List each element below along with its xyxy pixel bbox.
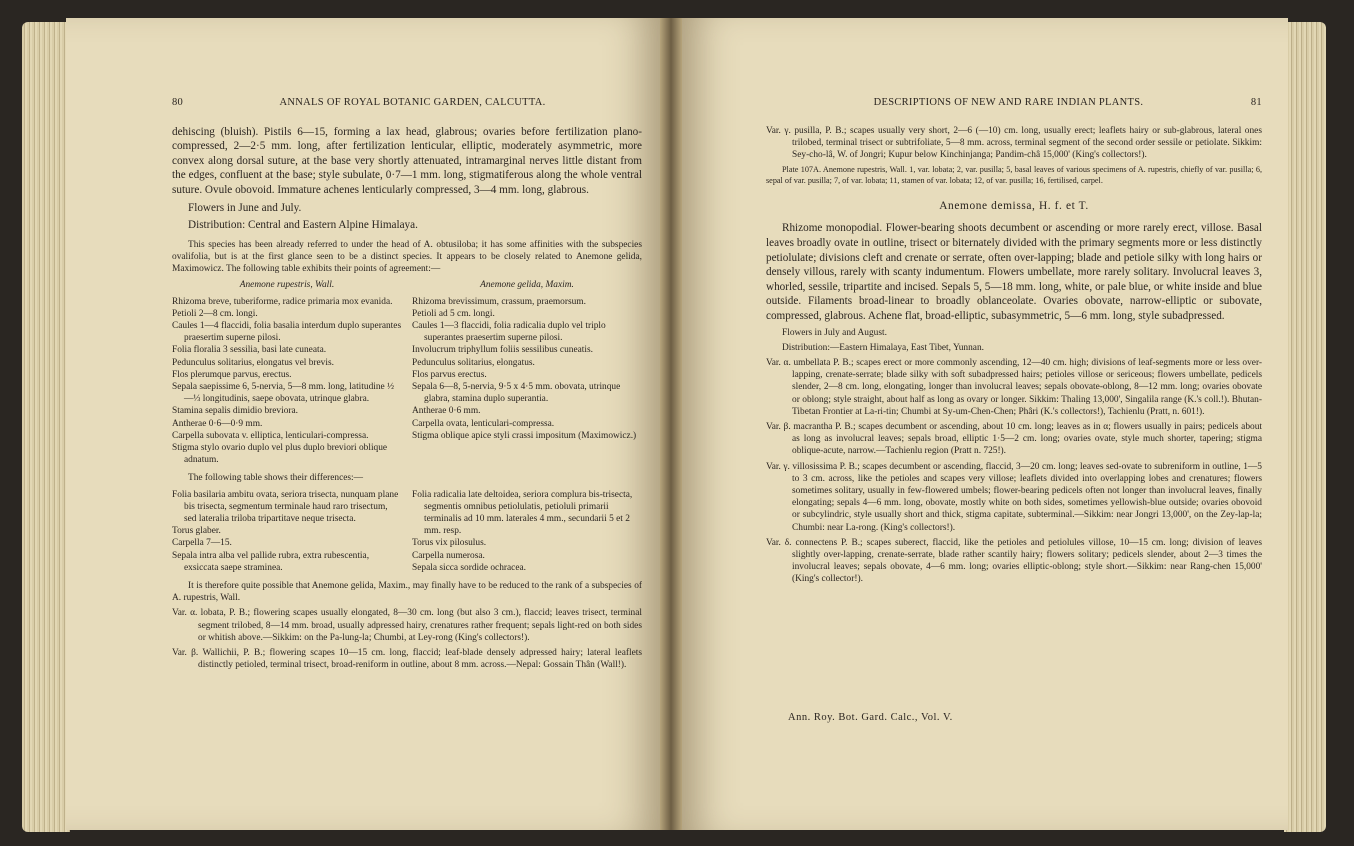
left-page-number: 80 [172, 97, 184, 108]
left-running-head [172, 96, 642, 111]
left-running-title: ANNALS OF ROYAL BOTANIC GARDEN, CALCUTTA. [279, 97, 546, 108]
table-row: Caules 1—4 flaccidi, folia basalia interdum duplo superantes praesertim superne pilosi. [172, 320, 402, 344]
table-row: Pedunculus solitarius, elongatus. [412, 357, 535, 368]
plate-caption: Plate 107A. Anemone rupestris, Wall. 1, var. lobata; 2, var. pusilla; 5, basal leaves of various specimens of A. rupestris, chiefly of var. pusilla; 6, sepal of var. pusilla; 7, of var. lobata; 11, stamen of var. lobata; 12, of var. pusilla; 16, fertilised, carpel. [766, 165, 1262, 185]
right-running-head [766, 96, 1262, 111]
table-row: Antherae 0·6 mm. [412, 406, 481, 417]
table-row: Rhizoma breve, tuberiforme, radice primaria mox evanida. [172, 296, 393, 307]
table-row: Caules 1—3 flaccidi, folia radicalia duplo vel triplo superantes praesertim superne pilosi. [412, 320, 606, 344]
distribution-right: Distribution:—Eastern Himalaya, East Tibet, Yunnan. [782, 342, 984, 353]
col-head-gelida: Anemone gelida, Maxim. [480, 280, 574, 291]
table-row: Sepala sicca sordide ochracea. [412, 562, 527, 573]
book-gutter [660, 18, 682, 830]
table-row: Torus glaber. [172, 526, 221, 537]
agreement-col-rupestris [172, 279, 402, 466]
table-row: Pedunculus solitarius, elongatus vel brevis. [172, 357, 334, 368]
table-row: Folia basilaria ambitu ovata, seriora trisecta, nunquam plane bis trisecta, segmentum terminale haud raro trisectum, sed lateralia triloba tripartitave neque trisecta. [172, 489, 399, 525]
table-row: Folia radicalia late deltoidea, seriora complura bis-trisecta, segmentis omnibus petiolulatis, petioluli primarii terminalis ad 10 mm. laterales 4 mm., secundarii 5 et 2 mm. resp. [412, 489, 633, 537]
flowering-time: Flowers in June and July. [188, 201, 302, 214]
table-row: Petioli 2—8 cm. longi. [172, 308, 258, 319]
table-row: Involucrum triphyllum foliis sessilibus cuneatis. [412, 345, 593, 356]
variety-gamma-pusilla: Var. γ. pusilla, P. B.; scapes usually very short, 2—6 (—10) cm. long, usually erect; leaflets hairy or sub-glabrous, lateral ones trilobed, terminal trisect or subtrifoliate, 5—8 mm. across, terminal segment of the second order sessile or petiolate. Sikkim: Sey-cho-lâ, W. of Jongri; Kupur below Kinchinjanga; Pandim-châ 15,000' (King's collectors!). [766, 125, 1262, 160]
variety-delta-connectens: Var. δ. connectens P. B.; scapes suberect, flaccid, like the petioles and petiolules villose, 10—15 cm. long; division of leaves slightly over-lapping, crenate-serrate, blade rather scantily hairy; flowers solitary; pedicels slender, about 2—3 times the involucral leaves; sepals obovate, 4—6 mm. long; ovaries elliptic-oblong; style short.—Sikkim: near Rang-chen 15,000' (King's collector!). [766, 537, 1262, 585]
table-row: Flos parvus erectus. [412, 369, 487, 380]
table-row: Sepala saepissime 6, 5-nervia, 5—8 mm. long, latitudine ½—⅓ longitudinis, saepe obovata, utrinque glabra. [172, 381, 395, 405]
table-row: Sepala 6—8, 5-nervia, 9·5 x 4·5 mm. obovata, utrinque glabra, stamina duplo superantia. [412, 381, 621, 405]
page-edges-left [22, 22, 70, 832]
table-row: Carpella 7—15. [172, 538, 232, 549]
distribution: Distribution: Central and Eastern Alpine Himalaya. [188, 219, 418, 232]
agreement-table [172, 279, 642, 466]
table-row: Carpella subovata v. elliptica, lenticulari-compressa. [172, 430, 369, 441]
table-row: Carpella numerosa. [412, 550, 485, 561]
variety-gamma-villosissima: Var. γ. villosissima P. B.; scapes decumbent or ascending, flaccid, 3—20 cm. long; leaves sed-ovate to subreniform in outline, 1—5 to 3 cm. across, like the petioles and scapes very villose; leaflets divided into overlapping lobes and crenatures; flowers sometimes solitary, usually in few-flowered umbels; flower-bearing pedicels often not longer than involucral leaves, finally elongating; sepals 4—6 mm. long, obovate, mostly white on both sides, sometimes yellowish-blue outside; ovaries obovoid or subcylindric, style usually short and thick, stigma capitate, subterminal.—Sikkim: near Jongri 13,000', on the Zey-lap-la; Chumbi: near La-rong. (King's collectors!). [766, 461, 1262, 533]
variety-alpha-umbellata: Var. α. umbellata P. B.; scapes erect or more commonly ascending, 12—40 cm. high; divisions of leaf-segments more or less over-lapping, crenate-serrate; blade silky with soft subadpressed hairs; petioles villose or sericeous; flowers umbellate, pedicels slender, 2—8 cm. long, elongating, longer than involucral leaves; sepals obovate-oblong, 8—12 mm. long; ovaries obovate or oblong; style straight, about half as long as ovary or longer. Sikkim: Thaling 13,000', Singalila range (K.'s coll.!). Bhutan-Tibetan Frontier at La-ri-tin; Chumbi at Sy-um-Chen-Chen; Phâri (K.'s collectors!), Tachienlu (Pratt, n. 601!). [766, 357, 1262, 417]
intro-paragraph: dehiscing (bluish). Pistils 6—15, forming a lax head, glabrous; ovaries before fertilization plano-compressed, 2—2·5 mm. long, after fertilization lenticular, elliptic, moderately asymmetric, more convex along dorsal suture, at the base very shortly attenuated, intramarginal nerves little distant from the edges, confluent at the base; style subulate, 0·7—1 mm. long, stigmatiferous along the whole ventral suture. Ovule obovoid. Immature achenes lenticularly compressed, 3—4 mm. long, glabrous. [172, 125, 642, 196]
journal-footer: Ann. Roy. Bot. Gard. Calc., Vol. V. [788, 712, 953, 723]
table-row: Stigma oblique apice styli crassi impositum (Maximowicz.) [412, 430, 637, 441]
table-row: Sepala intra alba vel pallide rubra, extra rubescentia, exsiccata saepe straminea. [172, 550, 370, 573]
col-head-rupestris: Anemone rupestris, Wall. [239, 280, 335, 291]
agreement-col-gelida [412, 279, 642, 466]
table-row: Torus vix pilosulus. [412, 538, 487, 549]
right-running-title: DESCRIPTIONS OF NEW AND RARE INDIAN PLANTS. [873, 97, 1144, 108]
species-heading: Anemone demissa, H. f. et T. [939, 199, 1089, 212]
table-row: Flos plerumque parvus, erectus. [172, 369, 292, 380]
right-page-content [766, 96, 1262, 589]
flowering-time-right: Flowers in July and August. [782, 327, 887, 338]
table-row: Carpella ovata, lenticulari-compressa. [412, 418, 555, 429]
variety-beta-wallichii: Var. β. Wallichii, P. B.; flowering scapes 10—15 cm. long, flaccid; leaf-blade densely adpressed hairy; lateral leaflets distinctly petioled, terminal trisect, broad-reniform in outline, about 8 mm. across.—Nepal: Gossain Thân (Wall!). [172, 648, 642, 671]
right-page-number: 81 [1250, 97, 1262, 108]
conclusion: It is therefore quite possible that Anemone gelida, Maxim., may finally have to be reduced to the rank of a subspecies of A. rupestris, Wall. [172, 581, 642, 604]
differences-table [172, 489, 642, 574]
table-row: Petioli ad 5 cm. longi. [412, 308, 495, 319]
table-row: Folia floralia 3 sessilia, basi late cuneata. [172, 345, 327, 356]
differences-col-rupestris [172, 489, 402, 574]
left-page-content [172, 96, 642, 674]
differences-intro: The following table shows their differences:— [188, 473, 364, 484]
table-row: Rhizoma brevissimum, crassum, praemorsum. [412, 296, 586, 307]
table-row: Antherae 0·6—0·9 mm. [172, 418, 263, 429]
variety-beta-macrantha: Var. β. macrantha P. B.; scapes decumbent or ascending, about 10 cm. long; leaves as in α; flowers usually in pairs; pedicels about as long as involucral leaves; sepals broad, elliptic 1·5—2 cm. long; ovaries ovate, style much shorter, tapering; stigma oblique-acute, narrow.—Tachienlu region (Pratt n. 725!). [766, 421, 1262, 457]
differences-col-gelida [412, 489, 642, 574]
table-row: Stamina sepalis dimidio breviora. [172, 406, 299, 417]
page-edges-right [1284, 22, 1326, 832]
species-description: Rhizome monopodial. Flower-bearing shoots decumbent or ascending or more rarely erect, villose. Basal leaves broadly ovate in outline, trisect or biternately divided with the primary segments more or less distinctly petiolulate; divisions cleft and crenate or serrate, often over-lapping; blade and petiole silky with long hairs or densely villous, rarely with scanty indumentum. Flowers umbellate, more rarely solitary. Involucral leaves 3, whorled, sessile, tripartite and incised. Sepals 5, 5—18 mm. long, white, or pale blue, or white inside and blue outside. Filaments broad-linear to broadly oblanceolate. Ovaries obovate, narrow-elliptic or subovate, compressed, glabrous. Achene flat, broad-elliptic, subasymmetric, 5—6 mm. long, style subadpressed. [766, 222, 1262, 322]
variety-alpha-lobata: Var. α. lobata, P. B.; flowering scapes usually elongated, 8—30 cm. long (but also 3 cm.), flaccid; leaves trisect, terminal segment trilobed, 8—14 mm. broad, usually adpressed hairy, crenatures rather frequent; sepals light-red on both sides or whitish above.—Sikkim: on the Pa-lung-la; Chumbi, at Ley-rong (King's collectors!). [172, 608, 642, 643]
table-row: Stigma stylo ovario duplo vel plus duplo breviori oblique adnatum. [172, 443, 388, 466]
affinity-note: This species has been already referred to under the head of A. obtusiloba; it has some affinities with the subspecies ovalifolia, but is at the first glance seen to be a distinct species. It appears to be closely related to Anemone gelida, Maximowicz. The following table exhibits their points of agreement:— [172, 239, 642, 275]
